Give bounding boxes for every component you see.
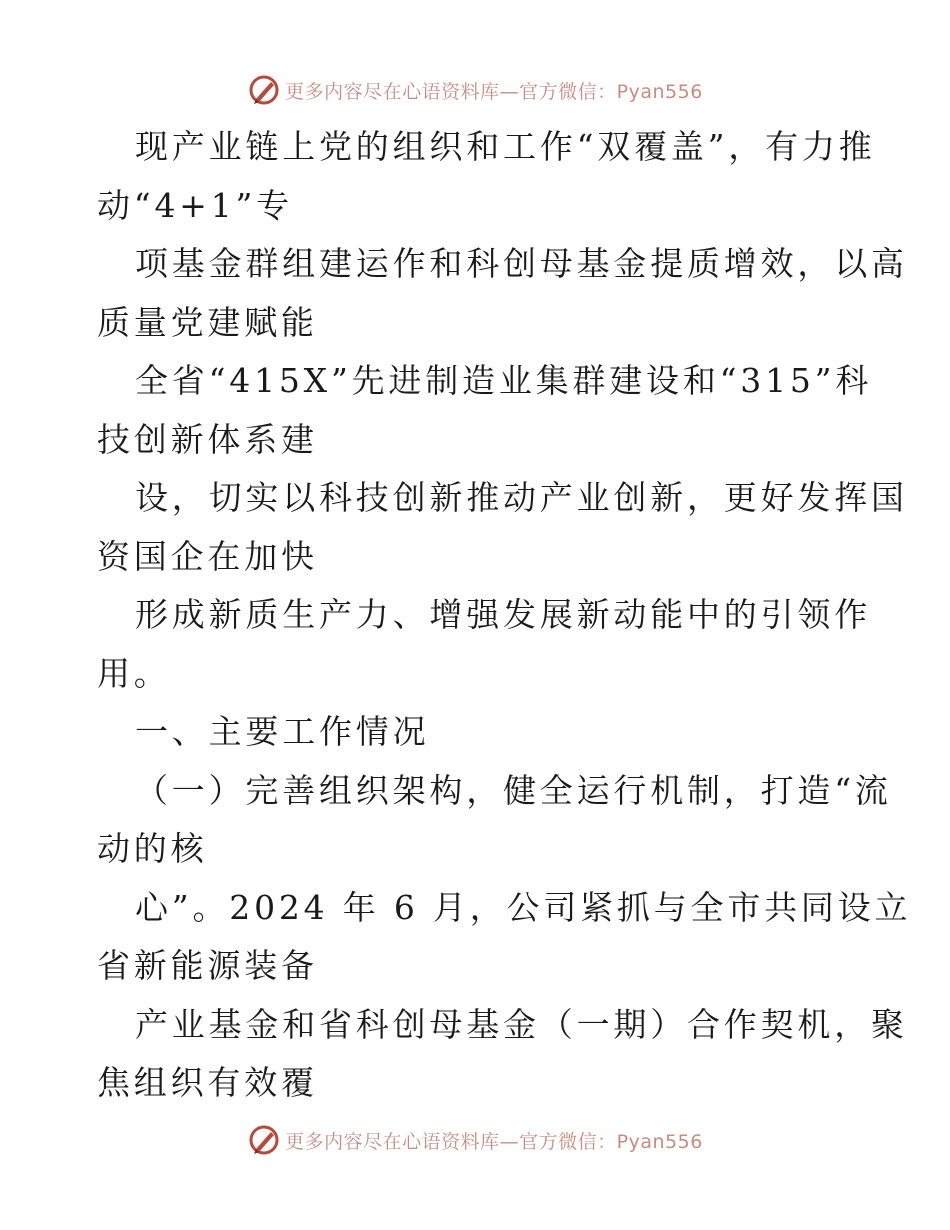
text-line: 用。 [97, 653, 171, 693]
pen-logo-icon [247, 1123, 281, 1157]
text-line: 产业基金和省科创母基金（一期）合作契机，聚 [135, 1004, 908, 1044]
watermark-text: 更多内容尽在心语资料库—官方微信：Pyan556 [285, 80, 703, 103]
watermark-header [0, 70, 950, 110]
text-line: 现产业链上党的组织和工作“双覆盖”，有力推 [135, 127, 876, 166]
text-line: 技创新体系建 [97, 419, 318, 459]
text-line: 项基金群组建运作和科创母基金提质增效，以高 [135, 244, 908, 283]
section-heading: 一、主要工作情况 [135, 712, 430, 751]
text-line: 心”。2024 年 6 月，公司紧抓与全市共同设立 [135, 887, 912, 927]
document-body [97, 118, 912, 1113]
pen-logo-icon [247, 73, 281, 107]
text-line: 设，切实以科技创新推动产业创新，更好发挥国 [135, 478, 908, 517]
text-line: 形成新质生产力、增强发展新动能中的引领作 [135, 595, 871, 634]
text-line: 省新能源装备 [97, 946, 318, 985]
text-line: 动的核 [97, 829, 208, 868]
text-line: 动“4+1”专 [97, 185, 293, 225]
text-line: 资国企在加快 [97, 536, 318, 576]
text-line: 焦组织有效覆 [97, 1063, 318, 1102]
watermark-footer [0, 1120, 950, 1160]
watermark-text: 更多内容尽在心语资料库—官方微信：Pyan556 [285, 1130, 703, 1153]
text-line: 质量党建赋能 [97, 302, 318, 342]
text-line: （一）完善组织架构，健全运行机制，打造“流 [135, 770, 892, 810]
text-line: 全省“415X”先进制造业集群建设和“315”科 [135, 361, 873, 400]
